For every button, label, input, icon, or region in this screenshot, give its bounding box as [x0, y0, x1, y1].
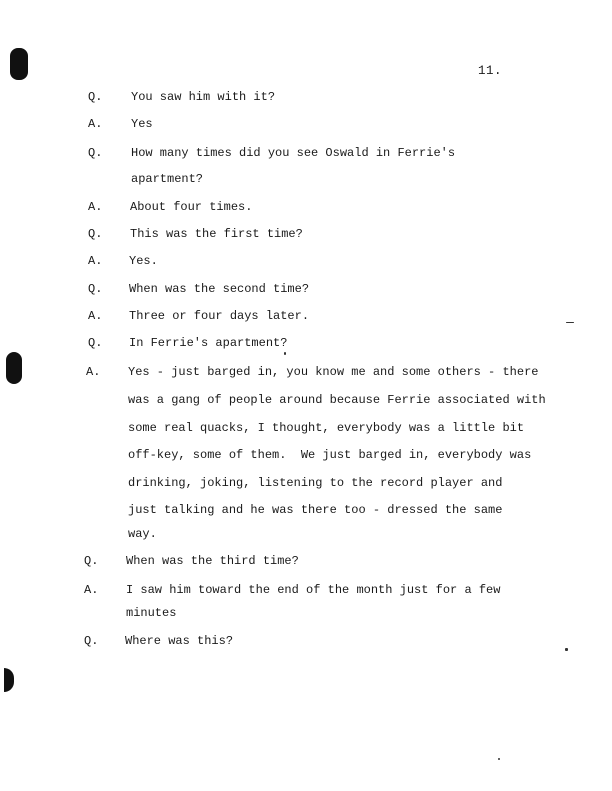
transcript-line: How many times did you see Oswald in Ferrie's: [131, 146, 456, 160]
scan-speck: [498, 758, 500, 760]
transcript-line: just talking and he was there too - dressed the same: [128, 503, 503, 517]
binder-hole-bottom: [4, 668, 14, 692]
question-marker: Q.: [88, 336, 103, 350]
binder-hole-middle: [6, 352, 22, 384]
binder-hole-top: [10, 48, 28, 80]
transcript-line: some real quacks, I thought, everybody was a little bit: [128, 421, 525, 435]
transcript-line: way.: [128, 527, 157, 541]
transcript-line: In Ferrie's apartment?: [129, 336, 288, 350]
transcript-line: This was the first time?: [130, 227, 303, 241]
answer-marker: A.: [88, 309, 103, 323]
question-marker: Q.: [84, 554, 99, 568]
question-marker: Q.: [88, 282, 103, 296]
answer-marker: A.: [88, 200, 103, 214]
transcript-line: was a gang of people around because Ferrie associated with: [128, 393, 546, 407]
scan-speck: [284, 352, 286, 355]
transcript-line: You saw him with it?: [131, 90, 276, 104]
transcript-line: Three or four days later.: [129, 309, 310, 323]
transcript-line: Yes - just barged in, you know me and some others - there: [128, 365, 539, 379]
question-marker: Q.: [84, 634, 99, 648]
answer-marker: A.: [88, 254, 103, 268]
question-marker: Q.: [88, 227, 103, 241]
transcript-line: I saw him toward the end of the month just for a few: [126, 583, 501, 597]
page-number: 11.: [478, 64, 503, 78]
scan-speck: [565, 648, 568, 651]
transcript-line: off-key, some of them. We just barged in, everybody was: [128, 448, 532, 462]
scan-speck: [566, 322, 574, 323]
transcript-line: Yes.: [129, 254, 158, 268]
transcript-line: apartment?: [131, 172, 204, 186]
transcript-line: When was the second time?: [129, 282, 310, 296]
transcript-line: About four times.: [130, 200, 253, 214]
question-marker: Q.: [88, 90, 103, 104]
transcript-line: Where was this?: [125, 634, 234, 648]
transcript-line: Yes: [131, 117, 153, 131]
transcript-line: minutes: [126, 606, 177, 620]
answer-marker: A.: [86, 365, 101, 379]
transcript-line: drinking, joking, listening to the record player and: [128, 476, 503, 490]
answer-marker: A.: [84, 583, 99, 597]
question-marker: Q.: [88, 146, 103, 160]
transcript-line: When was the third time?: [126, 554, 299, 568]
answer-marker: A.: [88, 117, 103, 131]
